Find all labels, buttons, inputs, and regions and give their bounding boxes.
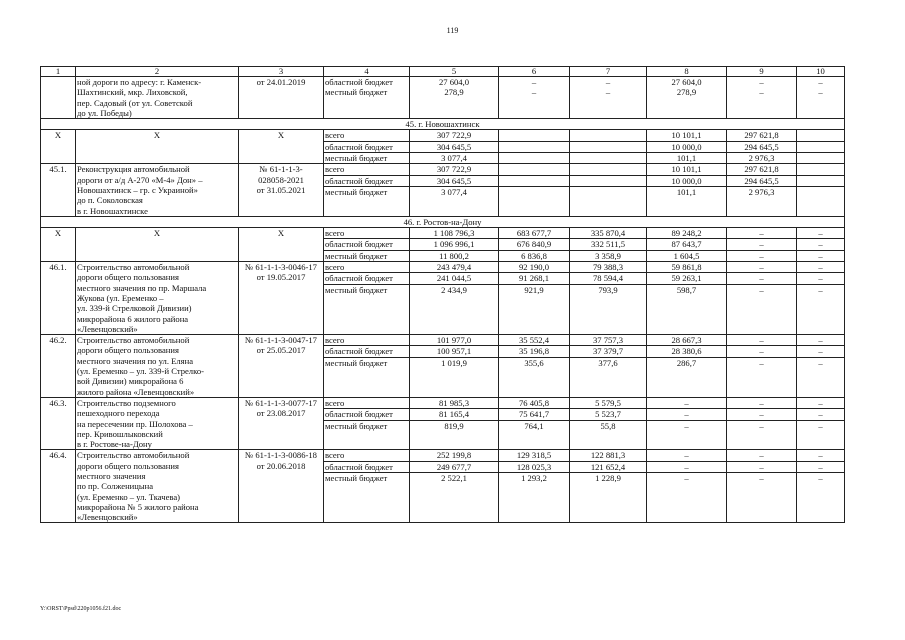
cell-line: 304 645,5 <box>410 176 498 187</box>
cell-line: всего <box>324 262 409 273</box>
cell-line: – <box>797 273 844 284</box>
cell-line: – <box>818 250 823 261</box>
cell-line: областной бюджет <box>324 346 409 357</box>
cell-line: от 25.05.2017 <box>256 345 306 356</box>
cell-line: 10 000,0 <box>647 176 726 187</box>
cell-line <box>499 176 569 187</box>
cell-line: 5 579,5 <box>570 398 646 409</box>
cell-line: 6 836,8 <box>521 250 547 261</box>
cell-line: – <box>797 462 844 473</box>
cell-line <box>797 164 844 175</box>
cell-line: – <box>797 239 844 250</box>
cell: Х <box>76 130 239 164</box>
cell-line: 128 025,3 <box>499 462 569 473</box>
cell-line: 243 479,4 <box>410 262 498 273</box>
cell-line: всего <box>324 450 409 461</box>
cell-line: областной бюджет <box>324 176 409 187</box>
total-row-46 <box>41 228 845 262</box>
cell-line: Реконструкция автомобильной <box>77 164 190 175</box>
cell-line: областной бюджет <box>324 142 409 153</box>
cell-line: 278,9 <box>444 87 464 98</box>
column-number-row <box>41 67 845 77</box>
cell: 46.4. <box>41 450 76 523</box>
cell-line: 2 976,3 <box>748 153 775 164</box>
cell-line: 764,1 <box>524 420 544 431</box>
cell-line: дороги от а/д А-270 «М-4» Дон» – <box>77 174 203 185</box>
cell-line: – <box>605 77 611 87</box>
cell-line: микрорайона № 5 жилого района <box>77 501 199 512</box>
cell-line: 683 677,7 <box>499 228 569 239</box>
cell-line <box>570 164 646 175</box>
cell-line: 92 190,0 <box>499 262 569 273</box>
cell-line: 27 604,0 <box>671 77 702 87</box>
cell-line: 598,7 <box>676 284 697 295</box>
cell-line: 10 000,0 <box>647 142 726 153</box>
cell-line: «Левенцовский» <box>77 512 138 523</box>
cell-line: 5 523,7 <box>570 409 646 420</box>
cell-line: 28 667,3 <box>647 335 726 346</box>
cell-line: 129 318,5 <box>499 450 569 461</box>
cell-line: Строительство автомобильной <box>77 262 190 273</box>
cell-line: 101,1 <box>676 186 697 197</box>
cell-line: в г. Новошахтинске <box>77 205 148 216</box>
cell-line: 1 019,9 <box>441 357 467 368</box>
cell-line: – <box>727 462 796 473</box>
cell-line: 278,9 <box>676 87 697 98</box>
cell-line: – <box>727 335 796 346</box>
cell-line: 27 604,0 <box>438 77 470 87</box>
cell-line: – <box>797 228 844 239</box>
cell-line: – <box>759 87 764 98</box>
cell-line: 2 434,9 <box>441 284 467 295</box>
item-row-46-1 <box>41 262 845 335</box>
cell-line: 1 096 996,1 <box>410 239 498 250</box>
cell-line: 1 293,2 <box>521 472 547 483</box>
cell: 46.1. <box>41 262 76 335</box>
column-number: 3 <box>239 67 324 77</box>
cell-line: 294 645,5 <box>727 142 796 153</box>
cell-line: – <box>797 346 844 357</box>
cell-line: 59 263,1 <box>647 273 726 284</box>
cell-line: 3 077,4 <box>441 186 467 197</box>
cell: Х <box>239 130 324 164</box>
cell-line: 252 199,8 <box>410 450 498 461</box>
section-title: 46. г. Ростов-на-Дону <box>41 216 845 227</box>
cell-line: № 61-1-1-3-0046-17 <box>245 262 317 273</box>
cell-line: 78 594,4 <box>570 273 646 284</box>
cell-line: 1 604,5 <box>673 250 700 261</box>
cell-line: 297 621,8 <box>727 130 796 141</box>
cell-line: областной бюджет <box>324 462 409 473</box>
cell-line: 81 165,4 <box>410 409 498 420</box>
cell: 46.2. <box>41 335 76 398</box>
cell-line: областной бюджет <box>324 273 409 284</box>
cell-line: всего <box>324 228 409 239</box>
section-row-45 <box>41 119 845 130</box>
cell-line: 793,9 <box>598 284 618 295</box>
cell-line: – <box>647 409 726 420</box>
cell-line: 37 757,3 <box>570 335 646 346</box>
column-number: 6 <box>499 67 570 77</box>
cell-line: 122 881,3 <box>570 450 646 461</box>
cell-line <box>570 176 646 187</box>
cell-line: 11 800,2 <box>439 250 469 261</box>
cell-line: местный бюджет <box>325 284 388 295</box>
cell-line: 297 621,8 <box>727 164 796 175</box>
cell-line: 121 652,4 <box>570 462 646 473</box>
cell-line: 304 645,5 <box>410 142 498 153</box>
cell-line: 91 268,1 <box>499 273 569 284</box>
cell: Х <box>41 130 76 164</box>
cell-line <box>797 176 844 187</box>
cell-line: 37 379,7 <box>570 346 646 357</box>
column-number: 7 <box>570 67 647 77</box>
cell-line: 676 840,9 <box>499 239 569 250</box>
cell-line: от 23.08.2017 <box>256 408 306 419</box>
cell-line: 3 077,4 <box>441 153 467 164</box>
cell-line: на пересечении пр. Шолохова – <box>77 418 193 429</box>
cell-line: местный бюджет <box>325 420 388 431</box>
cell-line: – <box>684 420 689 431</box>
cell-line: – <box>759 250 764 261</box>
section-row-46 <box>41 216 845 227</box>
cell-line: местный бюджет <box>325 186 388 197</box>
item-row-45-1 <box>41 164 845 216</box>
budget-table <box>40 66 845 523</box>
cell-line: от 24.01.2019 <box>256 77 306 87</box>
cell-line: Жукова (ул. Еременко – <box>77 292 164 303</box>
cell-line <box>797 142 844 153</box>
cell-line: – <box>759 472 764 483</box>
cell-line: 028058-2021 <box>258 174 304 185</box>
cell-line: областной бюджет <box>324 409 409 420</box>
cell-line <box>571 153 645 163</box>
cell-line: – <box>759 284 764 295</box>
cell-line: – <box>797 398 844 409</box>
cell-line: – <box>647 450 726 461</box>
cell-line: пер. Садовый (от ул. Советской <box>77 97 193 108</box>
cell-line: 249 677,7 <box>410 462 498 473</box>
column-number: 2 <box>76 67 239 77</box>
column-number: 10 <box>797 67 845 77</box>
cell-line: 10 101,1 <box>647 164 726 175</box>
cell-line: 286,7 <box>676 357 697 368</box>
cell-line: – <box>531 77 537 87</box>
cell-line: 921,9 <box>524 284 544 295</box>
cell-line: 335 870,4 <box>570 228 646 239</box>
cell-line: Строительство автомобильной <box>77 335 190 346</box>
column-number: 8 <box>647 67 727 77</box>
cell-line: – <box>818 87 823 98</box>
cell-line: – <box>818 284 823 295</box>
cell-line: дороги общего пользования <box>77 460 179 471</box>
cell-line: местный бюджет <box>325 250 388 261</box>
cell-line: – <box>605 87 611 98</box>
cell-line: № 61-1-1-3-0086-18 <box>245 450 317 461</box>
cell-line: пешеходного перехода <box>77 408 160 419</box>
cell-line <box>798 153 843 163</box>
cell-line: ул. 339-й Стрелковой Дивизии) <box>77 303 192 314</box>
cell <box>41 77 76 119</box>
cell-line: местный бюджет <box>325 153 388 164</box>
cell-line <box>500 187 568 197</box>
total-row-45 <box>41 130 845 164</box>
cell-line <box>798 187 843 197</box>
cell-line: от 19.05.2017 <box>256 272 306 283</box>
item-row-46-2 <box>41 335 845 398</box>
cell-line: местного значения <box>77 470 146 481</box>
cell-line <box>797 130 844 141</box>
cell-line: 1 228,9 <box>595 472 621 483</box>
cell-line: Новошахтинск – гр. с Украиной» <box>77 184 198 195</box>
cell-line: – <box>727 346 796 357</box>
cell-line: – <box>818 357 823 368</box>
cell-line <box>499 130 569 141</box>
cell: 46.3. <box>41 397 76 449</box>
cell: Х <box>239 228 324 262</box>
cell-line: 35 196,8 <box>499 346 569 357</box>
cell-line: – <box>727 409 796 420</box>
cell-line: 76 405,8 <box>499 398 569 409</box>
cell-line: – <box>647 462 726 473</box>
cell-line: областной бюджет <box>324 239 409 250</box>
cell-line: 819,9 <box>444 420 464 431</box>
cell-line: до ул. Победы) <box>77 107 132 118</box>
cell-line: 87 643,7 <box>647 239 726 250</box>
cell-line: – <box>684 472 689 483</box>
cell-line: Строительство подземного <box>77 397 176 408</box>
cell-line: 75 641,7 <box>499 409 569 420</box>
cell-line: – <box>727 398 796 409</box>
cell-line: дороги общего пользования <box>77 272 179 283</box>
cell-line: 355,6 <box>524 357 544 368</box>
cell-line: – <box>797 262 844 273</box>
cell-line: 377,6 <box>598 357 618 368</box>
cell-line: 307 722,9 <box>410 164 498 175</box>
cell-line: № 61-1-1-3- <box>259 164 303 175</box>
cell-line: жилого района «Левенцовский» <box>77 386 195 397</box>
cell-line: местный бюджет <box>325 87 388 98</box>
cell-line: – <box>727 228 796 239</box>
cell-line: местного значения по ул. Еляна <box>77 355 194 366</box>
cell-line <box>570 130 646 141</box>
cell-line: всего <box>324 164 409 175</box>
cell: Х <box>76 228 239 262</box>
cell-line: – <box>647 398 726 409</box>
cell-line: 35 552,4 <box>499 335 569 346</box>
cell-line: – <box>759 420 764 431</box>
cell-line: 294 645,5 <box>727 176 796 187</box>
cell-line <box>571 187 645 197</box>
cell-line: 89 248,2 <box>647 228 726 239</box>
cell-line: – <box>797 335 844 346</box>
cell-line <box>500 153 568 163</box>
cell-line: 241 044,5 <box>410 273 498 284</box>
cell-line <box>499 164 569 175</box>
cell-line: 10 101,1 <box>647 130 726 141</box>
cell-line: (ул. Еременко – ул. Ткачева) <box>77 491 181 502</box>
cell-line: до п. Соколовская <box>77 195 143 206</box>
column-number: 4 <box>324 67 410 77</box>
item-row-46-4 <box>41 450 845 523</box>
cell-line: областной бюджет <box>325 77 393 87</box>
item-row-46-3 <box>41 397 845 449</box>
cell-line: – <box>727 450 796 461</box>
cell: Х <box>41 228 76 262</box>
cell-line: 55,8 <box>600 420 616 431</box>
cell-line: 332 511,5 <box>570 239 646 250</box>
cell-line: ной дороги по адресу: г. Каменск- <box>77 77 202 87</box>
cell-line: от 20.06.2018 <box>256 460 306 471</box>
cell-line: – <box>531 87 537 98</box>
cell-line: 2 976,3 <box>748 186 775 197</box>
cell-line: Строительство автомобильной <box>77 450 190 461</box>
cell-line: (ул. Еременко – ул. 339-й Стрелко- <box>77 366 204 377</box>
cell-line: – <box>797 409 844 420</box>
cell-line: № 61-1-1-3-0077-17 <box>245 397 317 408</box>
cell-line: вой Дивизии) микрорайона 6 <box>77 376 184 387</box>
cell-line: 3 358,9 <box>595 250 621 261</box>
cell-line: 1 108 796,3 <box>410 228 498 239</box>
cell-line: дороги общего пользования <box>77 345 179 356</box>
cell-line: 2 522,1 <box>441 472 467 483</box>
section-title: 45. г. Новошахтинск <box>41 119 845 130</box>
cell-line: – <box>727 239 796 250</box>
cell-line: 28 380,6 <box>647 346 726 357</box>
cell-line: Шахтинский, мкр. Лиховской, <box>77 87 188 98</box>
cell-line: местный бюджет <box>325 357 388 368</box>
cell-line: – <box>818 77 823 87</box>
cell-line: всего <box>324 130 409 141</box>
cell-line <box>499 142 569 153</box>
cell-line: местный бюджет <box>325 472 388 483</box>
cell-line: всего <box>324 398 409 409</box>
cell-line: 59 861,8 <box>647 262 726 273</box>
cell-line: по пр. Солженицына <box>77 481 154 492</box>
cell-line: – <box>727 273 796 284</box>
cell-line: от 31.05.2021 <box>256 184 306 195</box>
cell-line: – <box>818 420 823 431</box>
cell-line: микрорайона 6 жилого района <box>77 313 189 324</box>
cell-line: 101,1 <box>676 153 697 164</box>
cell-line: – <box>759 357 764 368</box>
file-path-footer: Y:\ORST\Ppsd\220p1056.f21.doc <box>40 606 122 612</box>
cell-line: – <box>797 450 844 461</box>
cell-line: 307 722,9 <box>410 130 498 141</box>
cell-line: местного значения по пр. Маршала <box>77 282 207 293</box>
cell: 45.1. <box>41 164 76 216</box>
column-number: 5 <box>410 67 499 77</box>
column-number: 9 <box>727 67 797 77</box>
cell-line <box>570 142 646 153</box>
page-number: 119 <box>446 26 459 35</box>
cell-line: пер. Кривошлыковский <box>77 428 163 439</box>
cell-line: № 61-1-1-3-0047-17 <box>245 335 317 346</box>
column-number: 1 <box>41 67 76 77</box>
cell-line: «Левенцовский» <box>77 323 138 334</box>
cell-line: – <box>727 262 796 273</box>
cell-line: всего <box>324 335 409 346</box>
cell-line: 101 977,0 <box>410 335 498 346</box>
cell-line: 79 388,3 <box>570 262 646 273</box>
table-body <box>41 67 845 523</box>
cell-line: 100 957,1 <box>410 346 498 357</box>
cell-line: – <box>818 472 823 483</box>
cell-line: в г. Ростове-на-Дону <box>77 439 152 450</box>
cell-line: – <box>759 77 764 87</box>
continued-row <box>41 77 845 119</box>
cell-line: 81 985,3 <box>410 398 498 409</box>
